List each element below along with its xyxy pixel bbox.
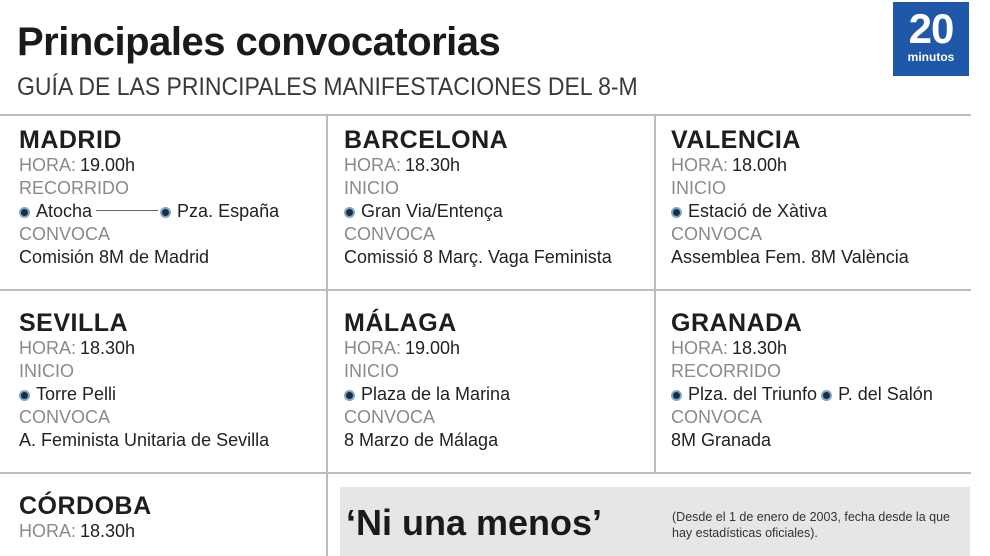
city-card-granada xyxy=(671,309,981,452)
time-value: 18.00h xyxy=(732,155,788,175)
route-stops xyxy=(19,383,329,406)
city-name: MÁLAGA xyxy=(344,309,457,337)
city-name: GRANADA xyxy=(671,309,803,337)
ni-una-menos-banner xyxy=(340,487,970,556)
route-stops xyxy=(344,383,654,406)
stop-start: Torre Pelli xyxy=(36,384,117,404)
route-stops xyxy=(671,200,981,223)
stop-start: Atocha xyxy=(36,201,93,221)
route-label: INICIO xyxy=(671,178,727,198)
organizer-label: CONVOCA xyxy=(19,407,111,427)
stop-start: Plaza de la Marina xyxy=(361,384,511,404)
time-row xyxy=(671,154,981,177)
organizer-label: CONVOCA xyxy=(344,407,436,427)
time-row xyxy=(19,520,329,543)
route-label: INICIO xyxy=(19,361,75,381)
brand-logo xyxy=(893,2,969,76)
organizer-value: Assemblea Fem. 8M València xyxy=(671,247,909,267)
stop-start: Estació de Xàtiva xyxy=(688,201,828,221)
time-row xyxy=(344,337,654,360)
grid-divider xyxy=(654,291,656,472)
time-label: HORA: xyxy=(19,338,77,358)
location-dot-icon xyxy=(821,390,832,401)
location-dot-icon xyxy=(19,207,30,218)
city-card-barcelona xyxy=(344,126,654,269)
banner-note: (Desde el 1 de enero de 2003, fecha desde la que hay estadísticas oficiales). xyxy=(672,510,950,540)
time-row xyxy=(671,337,981,360)
organizer-value: 8M Granada xyxy=(671,430,772,450)
route-stops xyxy=(19,200,329,223)
location-dot-icon xyxy=(19,390,30,401)
time-value: 18.30h xyxy=(732,338,788,358)
time-label: HORA: xyxy=(671,338,729,358)
city-name: BARCELONA xyxy=(344,126,509,154)
route-stops xyxy=(344,200,654,223)
time-row xyxy=(344,154,654,177)
time-value: 18.30h xyxy=(405,155,461,175)
time-label: HORA: xyxy=(344,338,402,358)
organizer-label: CONVOCA xyxy=(344,224,436,244)
time-label: HORA: xyxy=(19,521,77,541)
location-dot-icon xyxy=(344,390,355,401)
city-card-madrid xyxy=(19,126,329,269)
banner-title: ‘Ni una menos’ xyxy=(346,502,603,543)
city-name: CÓRDOBA xyxy=(19,492,152,520)
grid-rule-middle xyxy=(0,289,971,291)
time-row xyxy=(19,154,329,177)
organizer-label: CONVOCA xyxy=(671,407,763,427)
time-value: 19.00h xyxy=(405,338,461,358)
grid-divider xyxy=(654,116,656,289)
grid-rule-bottom xyxy=(0,472,971,474)
route-label: RECORRIDO xyxy=(671,361,782,381)
city-card-malaga xyxy=(344,309,654,452)
city-card-sevilla xyxy=(19,309,329,452)
city-card-valencia xyxy=(671,126,981,269)
stop-start: Plza. del Triunfo xyxy=(688,384,818,404)
logo-word: minutos xyxy=(907,50,955,64)
route-label: INICIO xyxy=(344,361,400,381)
organizer-label: CONVOCA xyxy=(19,224,111,244)
city-name: VALENCIA xyxy=(671,126,801,154)
route-label: RECORRIDO xyxy=(19,178,130,198)
organizer-value: Comisión 8M de Madrid xyxy=(19,247,210,267)
route-stops xyxy=(671,383,981,406)
route-label: INICIO xyxy=(344,178,400,198)
grid-rule-top xyxy=(0,114,971,116)
time-label: HORA: xyxy=(671,155,729,175)
stop-end: P. del Salón xyxy=(838,384,933,404)
location-dot-icon xyxy=(671,390,682,401)
route-line xyxy=(96,210,158,211)
stop-end: Pza. España xyxy=(177,201,280,221)
time-value: 18.30h xyxy=(80,338,136,358)
location-dot-icon xyxy=(671,207,682,218)
city-card-cordoba xyxy=(19,492,329,543)
location-dot-icon xyxy=(344,207,355,218)
page-subtitle: GUÍA DE LAS PRINCIPALES MANIFESTACIONES DEL 8-M xyxy=(17,73,638,101)
time-value: 19.00h xyxy=(80,155,136,175)
logo-number: 20 xyxy=(908,5,954,52)
page-title: Principales convocatorias xyxy=(17,20,501,64)
city-name: SEVILLA xyxy=(19,309,129,337)
stop-start: Gran Via/Entença xyxy=(361,201,503,221)
time-label: HORA: xyxy=(19,155,77,175)
time-label: HORA: xyxy=(344,155,402,175)
time-value: 18.30h xyxy=(80,521,136,541)
time-row xyxy=(19,337,329,360)
location-dot-icon xyxy=(160,207,171,218)
organizer-value: Comissió 8 Març. Vaga Feminista xyxy=(344,247,612,267)
organizer-value: 8 Marzo de Málaga xyxy=(344,430,499,450)
city-name: MADRID xyxy=(19,126,122,154)
organizer-value: A. Feminista Unitaria de Sevilla xyxy=(19,430,270,450)
organizer-label: CONVOCA xyxy=(671,224,763,244)
